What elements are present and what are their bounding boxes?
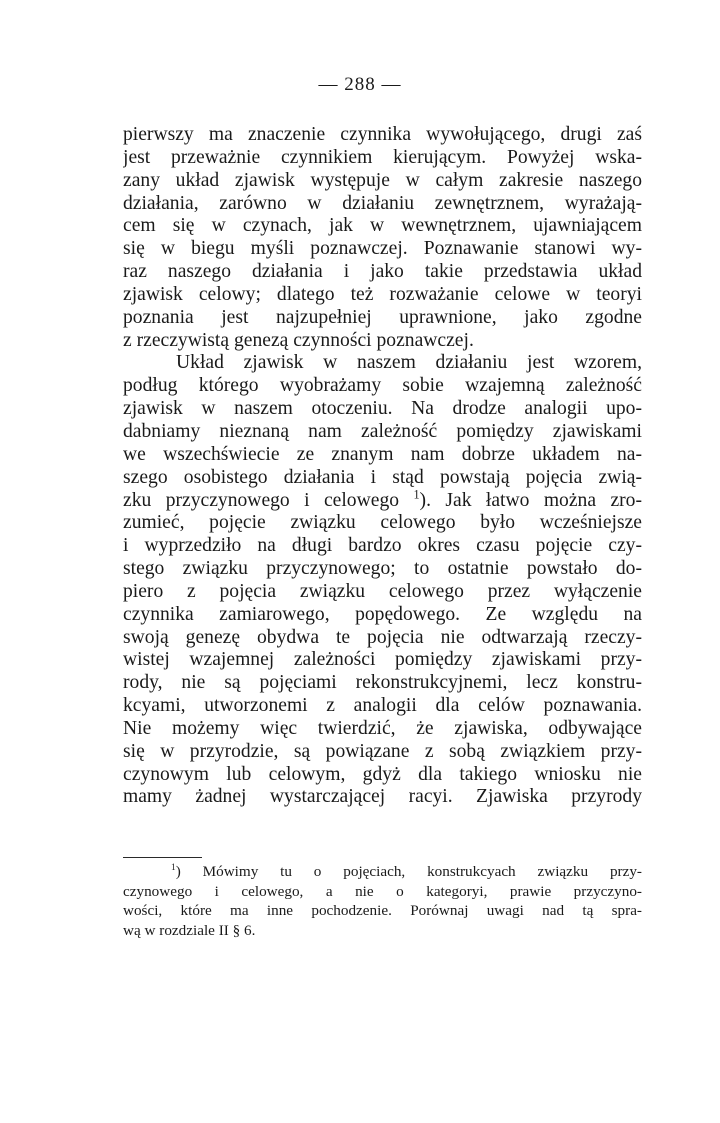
text-line: zjawisk celowy; dlatego też rozważanie celowe w teoryi: [123, 283, 642, 305]
text-line: czynnika zamiarowego, popędowego. Ze względu na: [123, 603, 642, 625]
text-line: zumieć, pojęcie związku celowego było wcześniejsze: [123, 512, 642, 534]
text-line: rody, nie są pojęciami rekonstrukcyjnemi, lecz konstru-: [123, 672, 642, 694]
text-segment: ). Jak łatwo można zro-: [419, 489, 642, 511]
text-line: i wyprzedziło na długi bardzo okres czasu pojęcie czy-: [123, 535, 642, 557]
text-line: Nie możemy więc twierdzić, że zjawiska, odbywające: [123, 717, 642, 739]
text-line: cem się w czynach, jak w wewnętrznem, ujawniającem: [123, 215, 642, 237]
footnote-marker: 1: [171, 862, 176, 873]
text-line: podług którego wyobrażamy sobie wzajemną zależność: [123, 375, 642, 397]
text-line: stego związku przyczynowego; to ostatnie powstało do-: [123, 558, 642, 580]
text-line: mamy żadnej wystarczającej racyi. Zjawiska przyrody: [123, 786, 642, 808]
text-line: poznania jest najzupełniej uprawnione, jako zgodne: [123, 306, 642, 328]
text-line: dabniamy nieznaną nam zależność pomiędzy zjawiskami: [123, 420, 642, 442]
text-line: pierwszy ma znaczenie czynnika wywołującego, drugi zaś: [123, 124, 642, 145]
text-segment: zku przyczynowego i celowego: [123, 489, 400, 511]
text-line: zjawisk w naszem otoczeniu. Na drodze analogii upo-: [123, 398, 642, 420]
footnote-reference: 1: [413, 489, 420, 501]
text-line: piero z pojęcia związku celowego przez wyłączenie: [123, 580, 642, 602]
text-line: wistej wzajemnej zależności pomiędzy zjawiskami przy-: [123, 649, 642, 671]
text-line: kcyami, utworzonemi z analogii dla celów poznawania.: [123, 695, 642, 717]
text-line: z rzeczywistą genezą czynności poznawczej.: [123, 329, 474, 351]
text-line: jest przeważnie czynnikiem kierującym. Powyżej wska-: [123, 146, 642, 168]
text-line: się w biegu myśli poznawczej. Poznawanie stanowi wy-: [123, 238, 642, 260]
text-line: raz naszego działania i jako takie przedstawia układ: [123, 261, 642, 283]
text-line: swoją genezę obydwa te pojęcia nie odtwarzają rzeczy-: [123, 626, 642, 648]
footnote-line: [123, 862, 642, 882]
footnote-line: wości, które ma inne pochodzenie. Porównaj uwagi nad tą spra-: [123, 902, 642, 919]
text-line-paragraph-start: Układ zjawisk w naszem działaniu jest wzorem,: [176, 352, 642, 374]
text-line-with-footnote-ref: [123, 490, 642, 513]
text-line: we wszechświecie ze znanym nam dobrze układem na-: [123, 443, 642, 465]
page-number: — 288 —: [318, 74, 402, 95]
footnote-line: czynowego i celowego, a nie o kategoryi, prawie przyczyno-: [123, 882, 642, 900]
footnote-text: ) Mówimy tu o pojęciach, konstrukcyach związku przy-: [175, 863, 642, 880]
text-line: się w przyrodzie, są powiązane z sobą związkiem przy-: [123, 740, 642, 762]
main-text: [123, 124, 642, 809]
footnote-divider: [123, 857, 202, 858]
text-line: czynowym lub celowym, gdyż dla takiego wniosku nie: [123, 763, 642, 785]
text-line: działania, zarówno w działaniu zewnętrznem, wyrażają-: [123, 192, 642, 214]
footnote-line: wą w rozdziale II § 6.: [123, 921, 256, 939]
text-line: zany układ zjawisk występuje w całym zakresie naszego: [123, 169, 642, 191]
text-line: szego osobistego działania i stąd powstają pojęcia zwią-: [123, 466, 642, 488]
footnote: [123, 862, 642, 940]
